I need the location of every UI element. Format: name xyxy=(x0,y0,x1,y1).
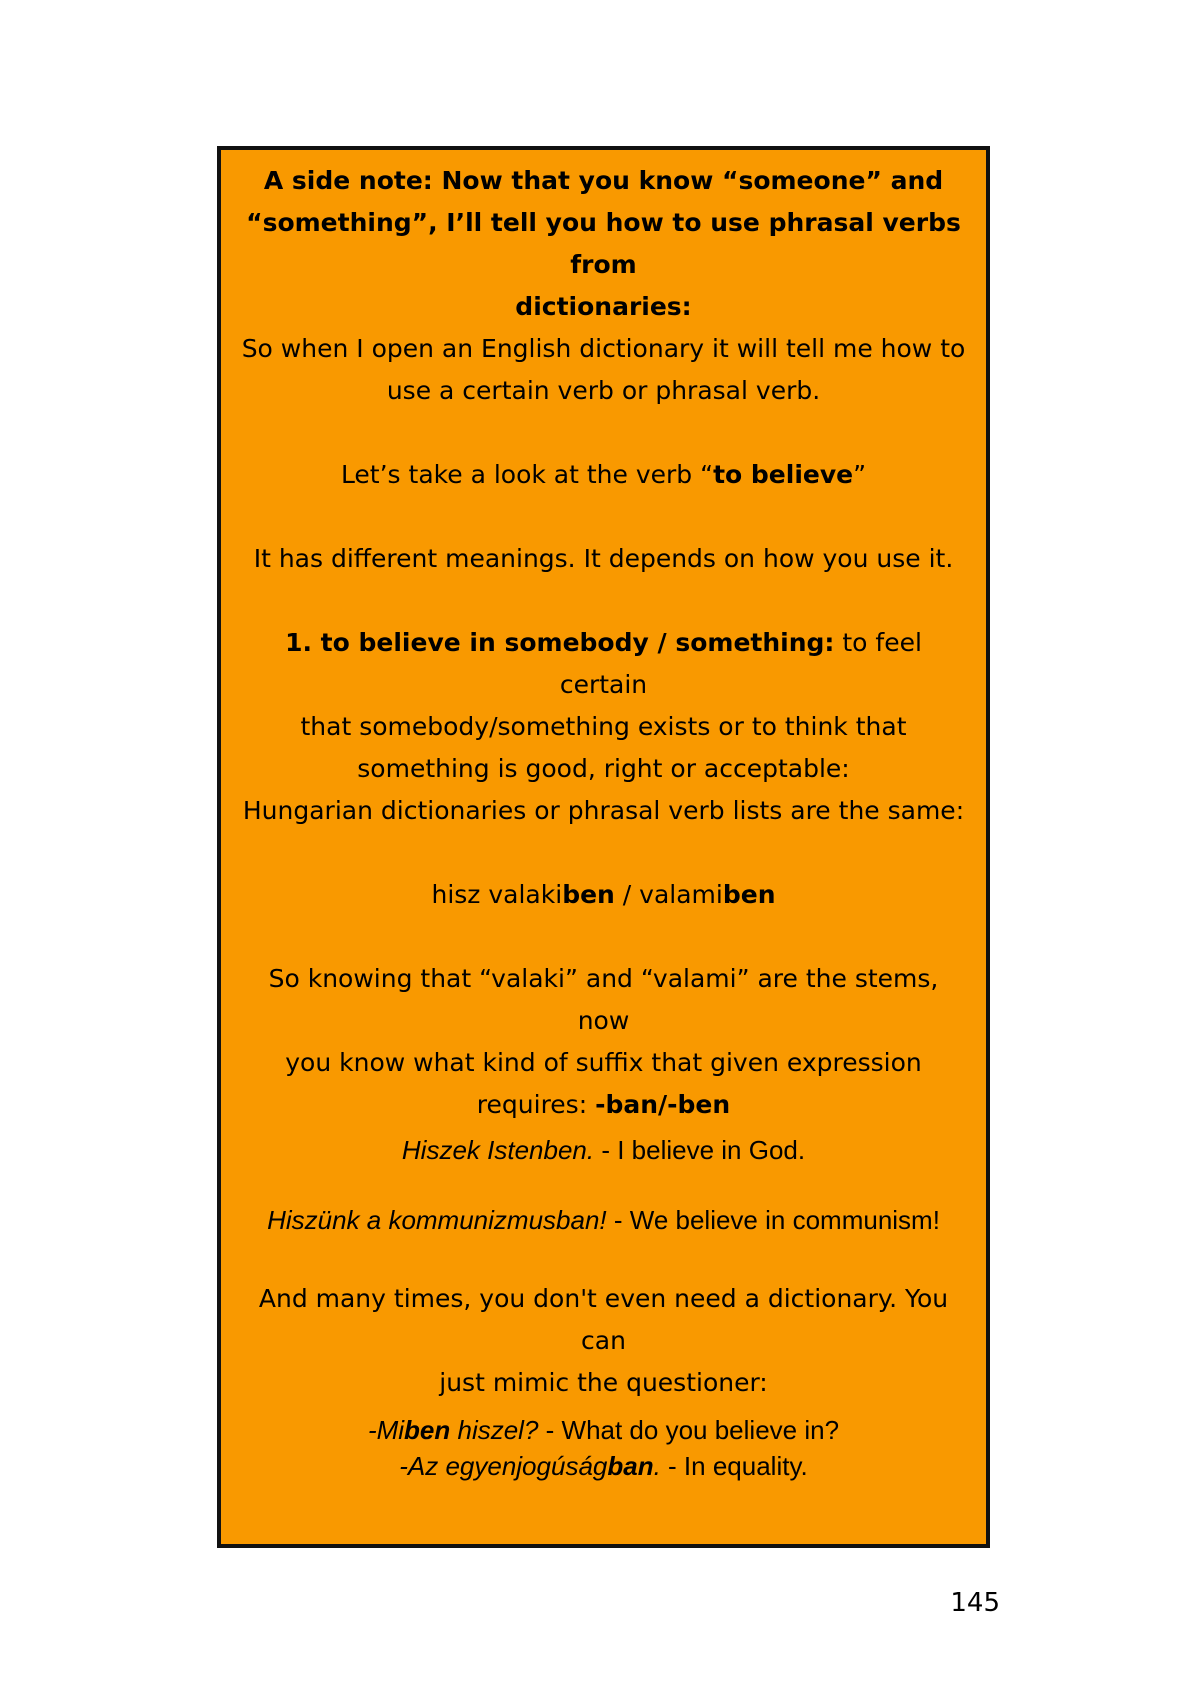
example-2: Hiszünk a kommunizmusban! - We believe in communism! xyxy=(267,1205,940,1235)
definition-1: 1. to believe in somebody / something: to feel certain that somebody/something exists or to think that something is good, right or acceptable: xyxy=(285,628,922,783)
side-note-title: A side note: Now that you know “someone” and “something”, I’ll tell you how to use phrasal verbs from dictionaries: xyxy=(246,166,961,321)
hungarian-dictionaries-paragraph: Hungarian dictionaries or phrasal verb lists are the same: xyxy=(242,796,965,825)
page-number: 145 xyxy=(950,1588,1000,1618)
example-1: Hiszek Istenben. - I believe in God. xyxy=(401,1135,806,1165)
intro-paragraph: So when I open an English dictionary it will tell me how to use a certain verb or phrasal verb. xyxy=(241,334,966,405)
meanings-paragraph: It has different meanings. It depends on how you use it. xyxy=(253,544,954,573)
dialogue-answer: -Az egyenjogúságban. - In equality. xyxy=(399,1451,808,1481)
dialogue-question: -Miben hiszel? - What do you believe in? xyxy=(367,1415,840,1445)
dialogue xyxy=(239,1412,968,1484)
verb-intro: Let’s take a look at the verb “to believe” xyxy=(340,460,867,489)
mimic-paragraph: And many times, you don't even need a dictionary. You can just mimic the questioner: xyxy=(258,1284,949,1397)
suffix-paragraph: So knowing that “valaki” and “valami” are the stems, now you know what kind of suffix that given expression requires: -ban/-ben xyxy=(268,964,939,1119)
side-note-box xyxy=(217,146,990,1548)
hungarian-expression: hisz valakiben / valamiben xyxy=(431,880,776,909)
